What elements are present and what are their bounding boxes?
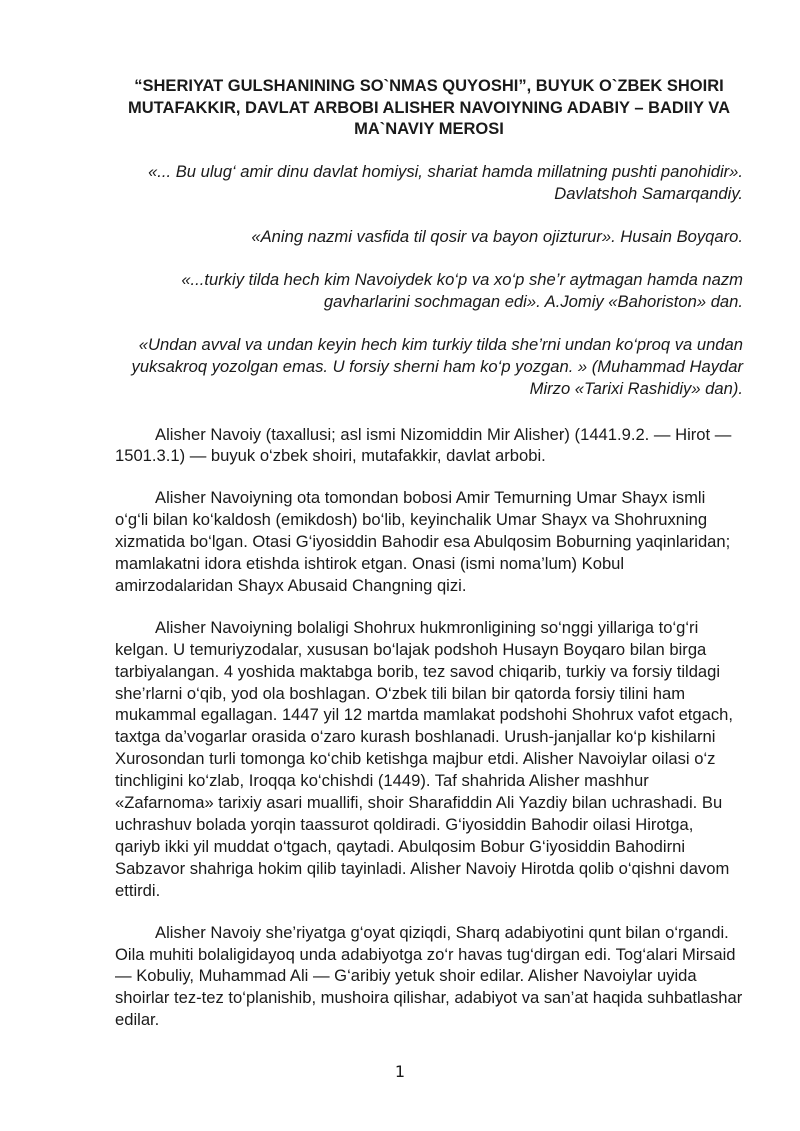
epigraph-haydar-mirzo: «Undan avval va undan keyin hech kim turkiy tilda she’rni undan ko‘proq va undan yuksakroq yozolgan emas. U forsiy sherni ham ko‘p yozgan. » (Muhammad Haydar Mirzo «Tarixi Rashidiy» dan).	[131, 334, 743, 398]
epigraph-jomiy: «...turkiy tilda hech kim Navoiydek ko‘p va xo‘p she’r aytmagan hamda nazm gavharlarini sochmagan edi». A.Jomiy «Bahoriston» dan.	[181, 269, 743, 311]
document-title: “SHERIYAT GULSHANINING SO`NMAS QUYOSHI”, BUYUK O`ZBEK SHOIRI MUTAFAKKIR, DAVLAT ARBOBI ALISHER NAVOIYNING ADABIY – BADIIY VA MA`NAVIY MEROSI	[128, 77, 730, 138]
body-text	[115, 424, 743, 1032]
paragraph-family: Alisher Navoiyning ota tomondan bobosi Amir Temurning Umar Shayx ismli o‘g‘li bilan ko‘kaldosh (emikdosh) bo‘lib, keyinchalik Umar Shayx va Shohruxning xizmatida bo‘lgan. Otasi G‘iyosiddin Bahodir esa Abulqosim Boburning yaqinlaridan; mamlakatni idora etishda ishtirok etgan. Onasi (ismi noma’lum) Kobul amirzodalaridan Shayx Abusaid Changning qizi.	[115, 488, 731, 595]
epigraph-davlatshoh: «... Bu ulug‘ amir dinu davlat homiysi, shariat hamda millatning pushti panohidir». Davlatshoh Samarqandiy.	[148, 161, 743, 203]
paragraph-poetry-interest: Alisher Navoiy she’riyatga g‘oyat qiziqdi, Sharq adabiyotini qunt bilan o‘rgandi. Oila muhiti bolaligidayoq unda adabiyotga zo‘r havas tug‘dirgan edi. Tog‘alari Mirsaid — Kobuliy, Muhammad Ali — G‘aribiy yetuk shoir edilar. Alisher Navoiylar uyida shoirlar tez-tez to‘planishib, mushoira qilishar, adabiyot va san’at haqida suhbatlashar edilar.	[115, 922, 743, 1030]
epigraph-husain-boyqaro: «Aning nazmi vasfida til qosir va bayon ojizturur». Husain Boyqaro.	[251, 226, 743, 246]
paragraph-childhood: Alisher Navoiyning bolaligi Shohrux hukmronligining so‘nggi yillariga to‘g‘ri kelgan. U temuriyzodalar, xususan bo‘lajak podshoh Husayn Boyqaro bilan birga tarbiyalangan. 4 yoshida maktabga borib, tez savod chiqarib, turkiy va forsiy tildagi she’rlarni o‘qib, yod ola boshlagan. O‘zbek tili bilan bir qatorda forsiy tilini ham mukammal egallagan. 1447 yil 12 martda mamlakat podshohi Shohrux vafot etgach, taxtga da’vogarlar orasida o‘zaro kurash boshlanadi. Urush-janjallar ko‘p kishilarni Xurosondan turli tomonga ko‘chib ketishga majbur etdi. Alisher Navoiylar oilasi o‘z tinchligini ko‘zlab, Iroqqa ko‘chishdi (1449). Taf shahrida Alisher mashhur «Zafarnoma» tarixiy asari muallifi, shoir Sharafiddin Ali Yazdiy bilan uchrashadi. Bu uchrashuv bolada yorqin taassurot qoldiradi. G‘iyosiddin Bahodir oilasi Hirotga, qariyb ikki yil muddat o‘tgach, qaytadi. Abulqosim Bobur G‘iyosiddin Bahodirni Sabzavor shahriga hokim qilib tayinladi. Alisher Navoiy Hirotda qolib o‘qishni davom ettirdi.	[115, 617, 734, 900]
page-content	[115, 76, 743, 1051]
page-number: 1	[394, 1062, 406, 1081]
epigraph-list	[115, 161, 743, 400]
paragraph-biography-intro: Alisher Navoiy (taxallusi; asl ismi Nizomiddin Mir Alisher) (1441.9.2. — Hirot — 1501.3.1) — buyuk o‘zbek shoiri, mutafakkir, davlat arbobi.	[115, 424, 732, 466]
